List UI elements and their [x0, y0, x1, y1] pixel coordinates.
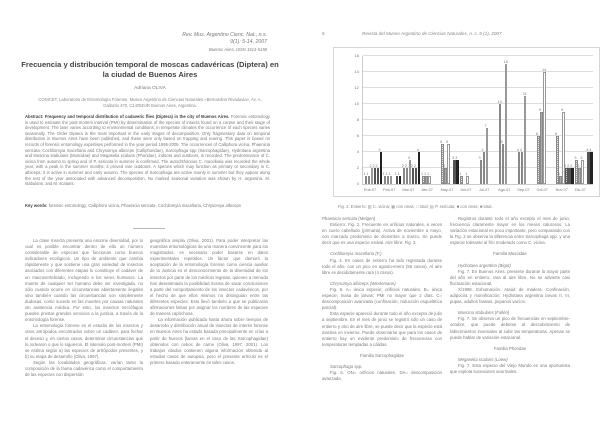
paragraph: Fig. 4. En casos de entierro ha sido registrada durante todo el año, con un pico en agosto-enero (56 casos). Al aire libre es decididamente rara (4 casos).	[322, 257, 442, 275]
bar-value-label: 6	[555, 131, 558, 136]
author: Adriana OLIVA	[134, 86, 166, 91]
running-journal-title: Revista del Museo Argentino de Ciencias Naturales, n. s. 9 (1), 2007	[362, 31, 502, 36]
bar-value-label: 4	[481, 147, 484, 152]
paragraph: La clase Insecta presenta una enorme diversidad, por lo cual es posible encontrar dentro de ella un número considerable de especies que funcionan como buenos indicadores ecológicos. Un tipo de ambiente que cambia rápidamente y que sostiene una gran variedad de insectos asociados con diferentes etapas lo constituye el cadáver de un macrovertebrado, incluyendo a los seres humanos. La muerte de cualquier ser humano debe ser investigada, no sólo cuando ocurre en circunstancias abiertamente ilegales sino también cuando las circunstancias son simplemente dudosas, como sucede en las muertes por causas naturales sin asistencia médica. Por esto, los insectos necrófagos pueden prestar grandes servicios a la justicia, a través de la entomología forense.	[25, 238, 143, 323]
section-divider	[133, 228, 165, 229]
bar-value-label: 9	[539, 107, 542, 112]
bar-value-label: 2	[372, 163, 375, 168]
y-tick-label: 16	[354, 53, 359, 58]
y-tick-label: 0	[356, 181, 359, 186]
x-tick-label: Jul-07	[479, 188, 490, 192]
bar-value-label: 4	[416, 147, 419, 152]
journal-issn: Buenos Aires, ISSN 1514-5158	[208, 47, 267, 52]
bar	[590, 152, 593, 184]
paragraph: Fig. 7. Se observa un pico de frecuencias en septiembre-octubre, que puede deberse al descubrimiento de fallecimientos invernales al subir las temperaturas. Apenas se puede hablar de variación estacional.	[450, 316, 570, 340]
bar-value-label: 1	[558, 171, 561, 176]
species-name: Phaenicia sericata (Meigen)	[322, 216, 376, 221]
article-title: Frecuencia y distribución temporal de moscas cadavéricas (Diptera) en la ciudad de Buenos Aires	[21, 60, 279, 79]
bar	[486, 128, 489, 184]
bar-value-label: 3	[478, 155, 481, 160]
x-tick-label: Sep-07	[517, 188, 530, 192]
bar-value-label: 2	[564, 163, 567, 168]
family-heading: Familia Muscidae	[493, 251, 527, 257]
bar-value-label: 1	[397, 171, 400, 176]
bar	[447, 144, 450, 184]
bar	[390, 176, 393, 184]
bar	[524, 96, 527, 184]
bar-value-label: 5	[440, 139, 443, 144]
right-column-1	[322, 216, 442, 382]
paragraph: Fig. 5. A= única especie; orificios naturales. B= única especie; masa de larvas; PMI no mayor que 2 días. C= descomposición avanzada (confinación, reducción esquelética parcial).	[322, 286, 442, 311]
gridline	[363, 55, 593, 56]
bar-value-label: 1	[394, 171, 397, 176]
y-tick-label: 8	[356, 117, 359, 122]
chart-plot-area	[354, 53, 593, 192]
right-column-2	[450, 216, 570, 375]
species-name: Chrysomya albiceps (Wiedemann)	[330, 280, 396, 286]
bar-value-label: 1	[427, 171, 430, 176]
bar-value-label: 1	[388, 171, 391, 176]
bar-value-label: 5	[446, 139, 449, 144]
journal-volume: 9(1): 5-14, 2007	[230, 39, 267, 45]
abstract-label: Abstract: Frequency and temporal distribution of cadaveric flies (Diptera) in the city of Buenos Aires.	[25, 114, 230, 119]
bar-value-label: 15	[503, 59, 508, 64]
abstract	[25, 114, 270, 187]
journal-citation: Rev. Mus. Argentino Cienc. Nat., n.s.	[182, 32, 267, 38]
bar-value-label: 2	[410, 163, 413, 168]
bar-value-label: 4	[516, 147, 519, 152]
paragraph: geográfica amplia (Oliva, 2001). Para poder interpretar las muestras entomológicas de una manera convincente para los magistrados, es necesario poder basarse en datos experimentales repetidos. Un factor que demoró la aceptación de la entomología forense como ciencia auxiliar de la Justicia es el desconocimiento de la diversidad de los insectos por parte de los médicos legistas, quienes a menudo han desestimado la posibilidad misma de sacar conclusiones a partir del comportamiento de los insectos cadavéricos, por el hecho de que ellos mismos no distinguían entre las diferentes especies. Esto llevó también a que se publicaran afirmaciones falsas por asignar los nombres de las especies de manera caprichosa.	[150, 238, 268, 317]
bar	[505, 64, 508, 184]
paragraph: Fig. 6. ON= orificios naturales. DA= descomposición avanzada.	[322, 370, 442, 382]
bar	[428, 176, 431, 184]
gridline	[363, 119, 593, 120]
running-header	[322, 31, 502, 36]
species-name: Hydrotaea argentina (Bigot)	[458, 262, 511, 268]
bar-value-label: 3	[574, 155, 577, 160]
bar-value-label: 2	[404, 163, 407, 168]
x-tick-label: Oct-07	[536, 188, 548, 192]
right-page	[300, 0, 600, 434]
gridline	[363, 71, 593, 72]
bar-value-label: 2	[567, 163, 570, 168]
bar-value-label: 3	[452, 155, 455, 160]
bar	[460, 176, 463, 184]
journal-header	[182, 32, 267, 53]
bar	[399, 176, 402, 184]
paragraph: X/1998. Exhumación. Ataúd de madera. Confinación, adipocira y momificación. Hydrotaea argentina larvas II, III, pupas, adultos faratos, puparios vacíos.	[450, 286, 570, 305]
bar	[466, 176, 469, 184]
bar-value-label: 4	[586, 147, 589, 152]
x-tick-label: May-07	[440, 188, 454, 192]
bar	[581, 160, 584, 184]
paragraph: Entierro: Fig. 2. Frecuente en orificios naturales, a veces en cuero cabelludo (primaria). Activa de noviembre a mayo, con marcado predominio de diciembre a marzo. Se puede decir que es una especie estival. Aire libre: Fig. 3.	[322, 222, 442, 246]
paragraph: La entomología forense es el estudio de los insectos y otros artrópodos encontrados sobre un cadáver, para fechar el deceso y, en ciertos casos, determinar circunstancias que lo rodearon o que lo siguieron. El intervalo post-mortem (PMI) se estima según a) las especies de artrópodos presentes, y b) su etapa de desarrollo (Oliva, 1997).	[25, 323, 143, 359]
y-tick-label: 10	[354, 101, 359, 106]
bar	[571, 168, 574, 184]
left-column-1	[25, 238, 143, 378]
x-tick-label: Ago-07	[498, 188, 511, 192]
bar-value-label: 4	[519, 147, 522, 152]
bar-value-label: 2	[570, 163, 573, 168]
y-tick-label: 4	[356, 149, 359, 154]
bar-value-label: 1	[363, 171, 366, 176]
y-tick-label: 12	[354, 85, 359, 90]
bar-value-label: 5	[500, 139, 503, 144]
bar-value-label: 2	[369, 163, 372, 168]
bar-value-label: 1	[465, 171, 468, 176]
keywords-text: forensic entomology, Calliphora vicina, Phaenicia sericata, Cochliomyia macellaria, Chrysomya albiceps	[48, 203, 241, 208]
x-tick-label: Ene-07	[364, 188, 377, 192]
paragraph: La información publicada hasta ahora sobre tiempos de desarrollo y distribución anual de insectos de interés forense en Buenos Aires ha estado basada principalmente en crías a partir de huevos (larvas en el caso de las Sarcophagidae) obtenidos con cebos de carne (Oliva, 1997, 2001). Los trabajos citados contienen alguna información obtenida al estudiar casos de autopsia, pero el presente artículo es el primero basado enteramente en tales casos.	[150, 317, 268, 365]
bar-value-label: 11	[522, 91, 527, 96]
x-tick-label: Nov-07	[555, 188, 568, 192]
bar-value-label: 3	[580, 155, 583, 160]
bar-value-label: 9	[561, 107, 564, 112]
x-tick-label: Mar-07	[402, 188, 415, 192]
bar-value-label: 6	[536, 131, 539, 136]
y-tick-label: 6	[356, 133, 359, 138]
bar-value-label: 2	[413, 163, 416, 168]
bar-value-label: 1	[382, 171, 385, 176]
figure-2-chart	[333, 47, 600, 197]
paragraph: Registros durante todo el año excepto el mes de junio, frecuencia claramente mayor en los meses calurosos. La variación estacional es poco importante, pero comparando con la Fig. 2 se observa la diferencia entre Sarcophaga spp. y una especie tolerante al frío moderado como C. vicina.	[450, 216, 570, 246]
species-name: Megaselia scalaris (Loew)	[458, 356, 508, 362]
figure-caption: Fig. 2. Entierro: ▥ C. vicina; ▦ con otras; □ total; ▤ P. sericata; ■ con otras; ■ total.	[338, 204, 493, 209]
paragraph: Esta especie apareció durante todo el año excepto de julio a septiembre. En el mes de junio se registró sólo un caso de entierro y otro de aire libre, se puede decir que la especie está inactiva en invierno. Puede observarse que para los casos de entierro hay un evidente predominio de frecuencias con temperaturas templadas a cálidas.	[322, 311, 442, 347]
bar-value-label: 2	[577, 163, 580, 168]
paragraph: Según las localidades geográficas, varían tanto la composición de la fauna cadavérica como el comportamiento de las especies con dispersión	[25, 359, 143, 378]
bar-value-label: 1	[385, 171, 388, 176]
bar-value-label: 3	[455, 155, 458, 160]
bar-value-label: 1	[421, 171, 424, 176]
species-name: Sarcophaga spp.	[330, 363, 363, 369]
x-tick-label: Jun-07	[459, 188, 472, 192]
keywords	[25, 203, 270, 209]
paragraph: Fig. 7. Esta especie del Viejo Mundo es una oportunista que explota sucesiones anormales.	[450, 362, 570, 374]
x-tick-label: Feb-07	[383, 188, 396, 192]
bar	[380, 152, 383, 184]
bar-value-label: 14	[542, 67, 547, 72]
family-heading: Familia Phoridae	[493, 345, 527, 351]
bar	[543, 72, 546, 184]
bar-value-label: 1	[459, 171, 462, 176]
family-heading: Familia Sarcophagidae	[360, 352, 404, 358]
gridline	[363, 87, 593, 88]
bar-value-label: 4	[589, 147, 592, 152]
x-tick-label: Dic-07	[574, 188, 586, 192]
bar	[418, 152, 424, 184]
abstract-text: Forensic entomology is used to estimate the post-mortem interval (PMI) by determination of the species of insects found on a corpse and their stage of development. The later varies according to environmental conditions; in temperate climates the occurrence of each species varies seasonally. The Order Diptera is the most important in the early stages of decomposition. Only fragmentary data on temporal distribution in Buenos Aires have been published, and these were only based on trapping and rearing. This paper is based on records of forensic entomology expertises performed in the year period 1995-2005. The occurrences of Calliphora vicina, Phaenicia sericata, Cochliomyia macellaria and Chrysomya albiceps (Calliphoridae), Sarcophaga spp (Sarcophagidae), Hydrotaea argentina and Muscina stabulans (Muscidae) and Megaselia scalaris (Phoridae), indoors and outdoors, is recorded. The predominance of C. vicina from autumn to spring and of P. sericata in summer is confirmed. The autochthonous C. macellaria was recorded the whole year, with a peak in the summer months; it proved rare outdoors. A species which may function as primary or secondary is C. albiceps; it is active in summer and early autumn. The species of Sarcophaga are active mainly in summer but they appear along the rest of the year associated with advanced decomposition. No marked seasonal variation was shown by H. argentina, M. stabulans, and M. scalaris.	[25, 114, 270, 187]
page-number: 8	[322, 31, 325, 36]
bar-value-label: 2	[375, 163, 378, 168]
bar-value-label: 4	[378, 147, 381, 152]
species-name: Muscina stabulans (Fallén)	[458, 310, 510, 316]
left-column-2	[150, 238, 268, 366]
species-name: Cochliomyia macellaria (F.)	[330, 251, 382, 257]
bar-value-label: 10	[497, 99, 502, 104]
bar-value-label: 2	[401, 163, 404, 168]
keywords-label: Key words:	[25, 203, 48, 208]
gridline	[363, 103, 593, 104]
x-tick-label: Abr-07	[421, 188, 433, 192]
affiliation: CONICET. Laboratorio de Entomología Forense, Museo Argentino de Ciencias Naturales «Bernardino Rivadavia», Av. A. Gallardo 470, C1405DJR Buenos Aires, Argentina.	[38, 97, 262, 108]
y-tick-label: 14	[354, 69, 359, 74]
paragraph: Fig. 7. En Buenos Aires, presente durante la mayor parte del año en entierro, rara al aire libre. No se advierte casi fluctuación estacional.	[450, 268, 570, 286]
bar-value-label: 1	[366, 171, 369, 176]
bar-value-label: 2	[443, 163, 446, 168]
bar-value-label: 1	[424, 171, 427, 176]
bar-value-label: 7	[484, 123, 487, 128]
y-tick-label: 2	[356, 165, 359, 170]
bar-value-label: 3	[407, 155, 410, 160]
